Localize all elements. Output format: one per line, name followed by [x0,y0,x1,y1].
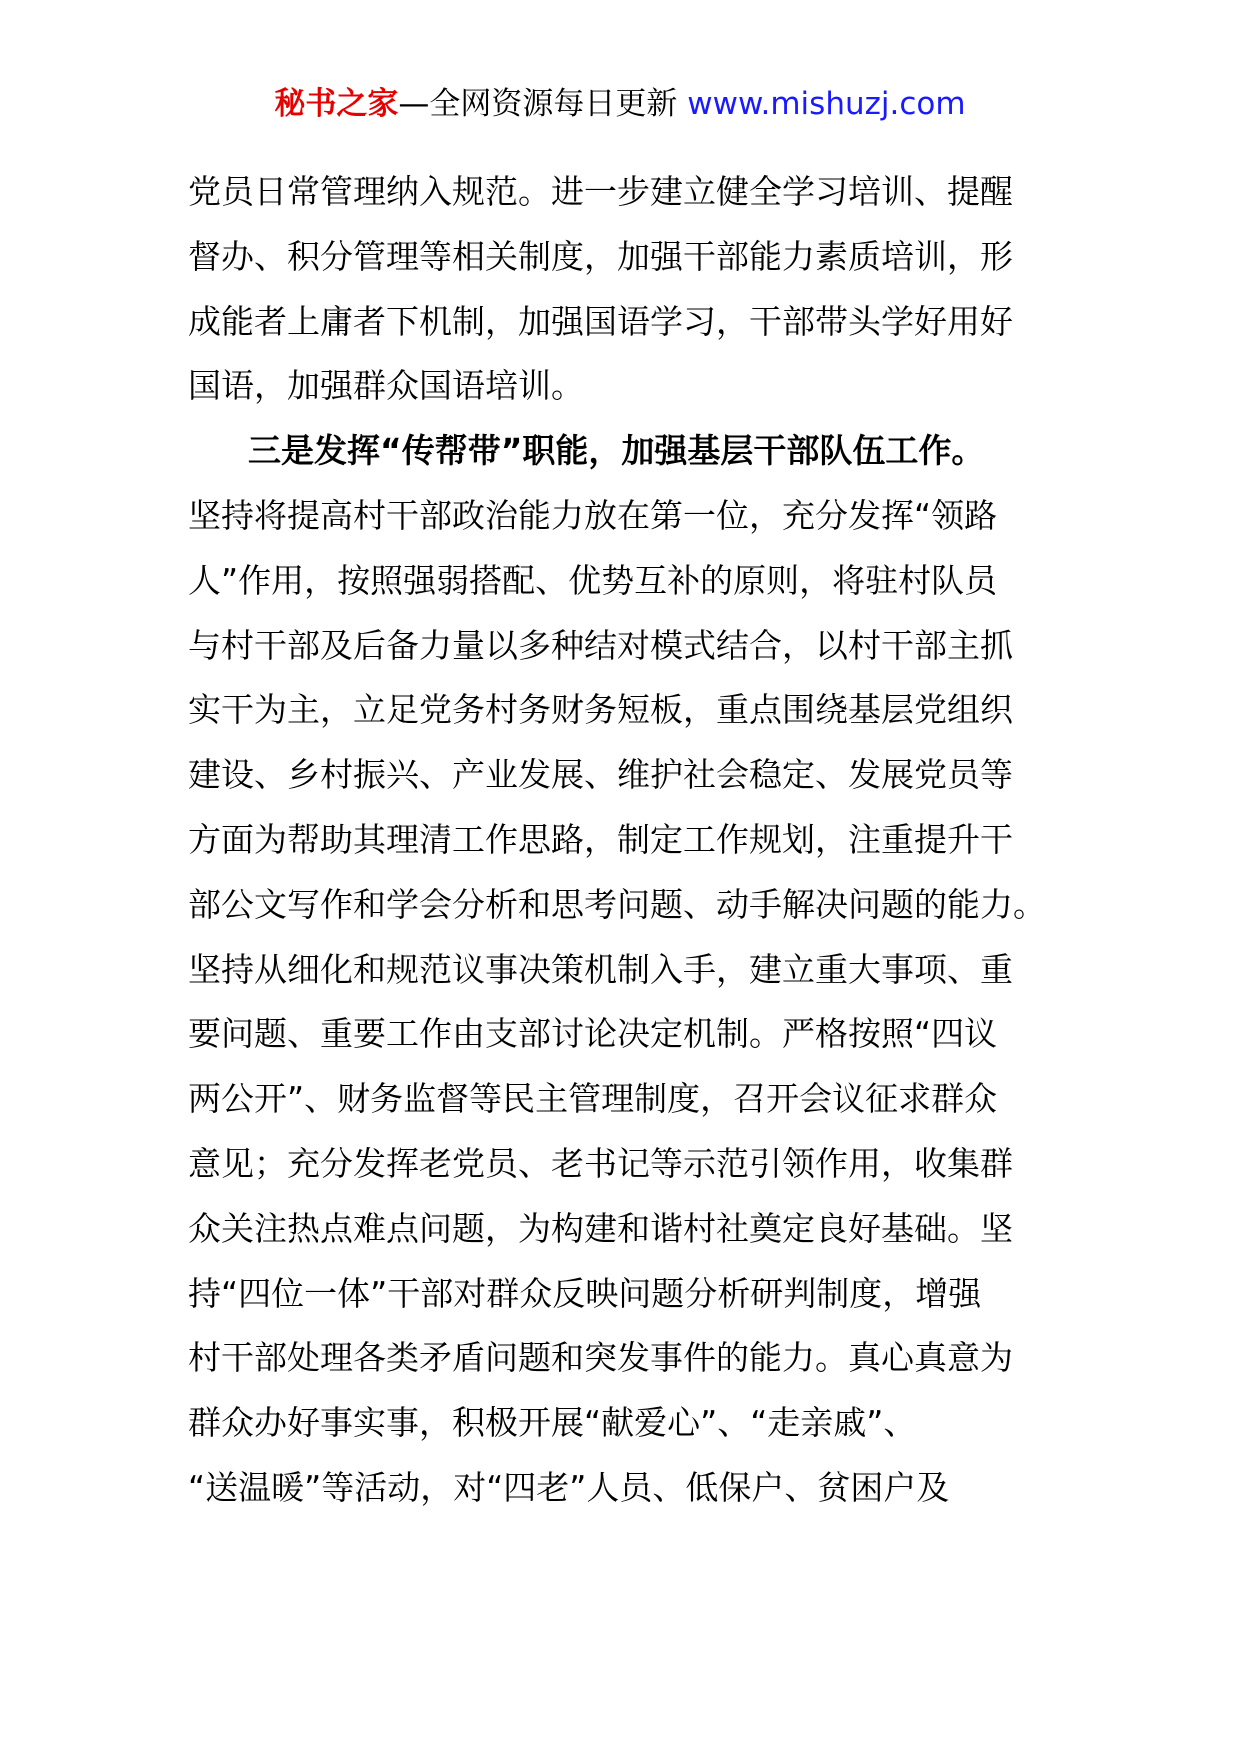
body-line: 坚持将提高村干部政治能力放在第一位，充分发挥“领路 [188,495,998,535]
body-line: 群众办好事实事，积极开展“献爱心”、“走亲戚”、 [188,1403,917,1443]
body-line: 村干部处理各类矛盾问题和突发事件的能力。真心真意为 [188,1338,1013,1378]
page-header [0,82,1240,126]
body-line: 意见；充分发挥老党员、老书记等示范引领作用，收集群 [188,1143,1013,1183]
section-heading: 三是发挥“传帮带”职能，加强基层干部队伍工作。 [248,431,985,471]
body-line: 要问题、重要工作由支部讨论决定机制。严格按照“四议 [188,1014,998,1054]
body-line: 坚持从细化和规范议事决策机制入手，建立重大事项、重 [188,949,1013,989]
body-line: 建设、乡村振兴、产业发展、维护社会稳定、发展党员等 [188,755,1013,795]
body-line: 与村干部及后备力量以多种结对模式结合，以村干部主抓 [188,625,1013,665]
body-line: 两公开”、财务监督等民主管理制度，召开会议征求群众 [188,1079,998,1119]
document-body [188,160,1048,1521]
body-line: 部公文写作和学会分析和思考问题、动手解决问题的能力。 [188,884,1046,924]
body-line: 实干为主，立足党务村务财务短板，重点围绕基层党组织 [188,690,1013,730]
body-line: “送温暖”等活动，对“四老”人员、低保户、贫困户及 [188,1467,950,1507]
header-url[interactable]: www.mishuzj.com [687,86,966,122]
body-line: 成能者上庸者下机制，加强国语学习，干部带头学好用好 [188,301,1013,341]
body-line: 众关注热点难点问题，为构建和谐村社奠定良好基础。坚 [188,1208,1013,1248]
body-line: 方面为帮助其理清工作思路，制定工作规划，注重提升干 [188,819,1013,859]
header-tagline: —全网资源每日更新 [398,86,678,122]
body-line: 国语，加强群众国语培训。 [188,366,584,406]
header-brand: 秘书之家 [274,86,399,122]
body-line: 党员日常管理纳入规范。进一步建立健全学习培训、提醒 [188,172,1013,211]
body-line: 督办、积分管理等相关制度，加强干部能力素质培训，形 [188,236,1013,276]
body-line: 持“四位一体”干部对群众反映问题分析研判制度，增强 [188,1273,982,1313]
body-line: 人”作用，按照强弱搭配、优势互补的原则，将驻村队员 [188,560,998,600]
